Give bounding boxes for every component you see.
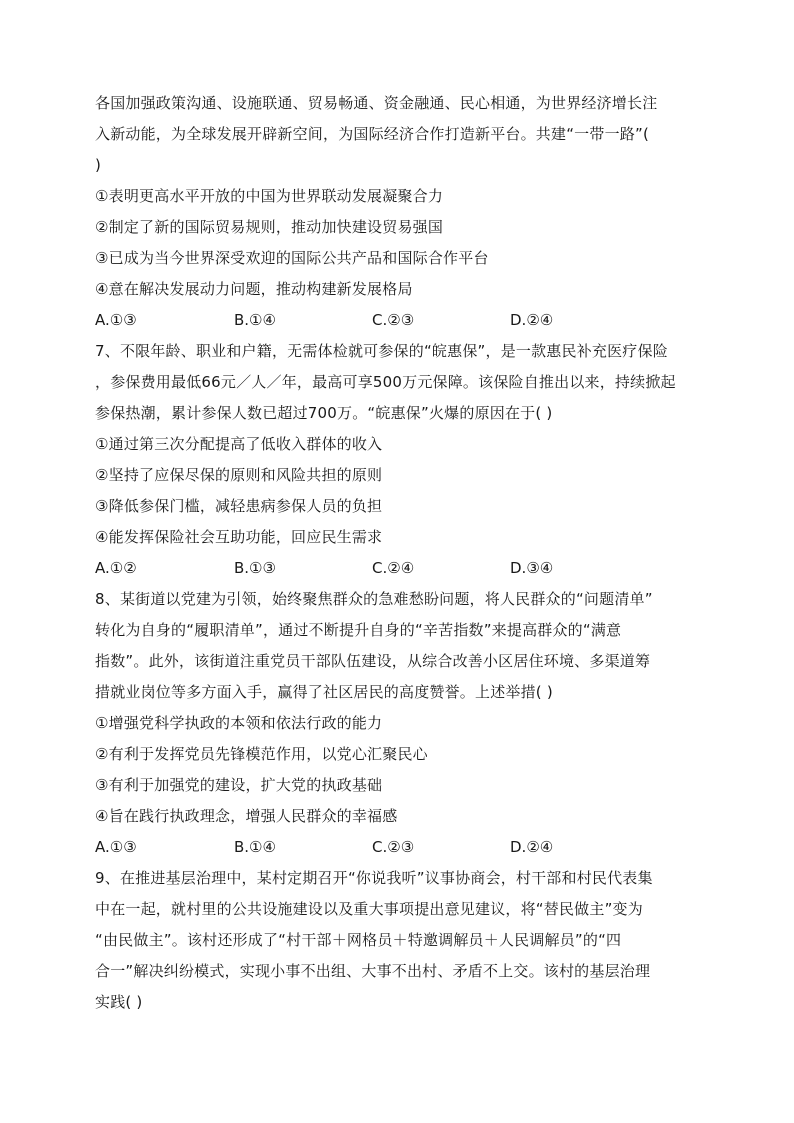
question-page: [95, 88, 705, 1018]
question-block-9: [95, 863, 705, 1018]
statement-4: ④旨在践行执政理念，增强人民群众的幸福感: [95, 807, 398, 825]
option-a[interactable]: A.①③: [95, 311, 137, 329]
option-a[interactable]: A.①③: [95, 838, 137, 856]
stem-line: ): [95, 156, 102, 174]
options-row: [95, 553, 705, 584]
question-block-7: [95, 336, 705, 584]
stem-line: 中在一起，就村里的公共设施建设以及重大事项提出意见建议，将“替民做主”变为: [95, 900, 643, 918]
option-c[interactable]: C.②④: [372, 559, 415, 577]
statement-1: ①通过第三次分配提高了低收入群体的收入: [95, 435, 383, 453]
stem-line: 指数”。此外，该街道注重党员干部队伍建设，从综合改善小区居住环境、多渠道筹: [95, 652, 651, 670]
stem-line: 实践( ): [95, 993, 143, 1011]
stem-line: ，参保费用最低66元／人／年，最高可享500万元保障。该保险自推出以来，持续掀起: [95, 373, 676, 391]
options-row: [95, 832, 705, 863]
option-d[interactable]: D.②④: [510, 838, 554, 856]
stem-line: 入新动能，为全球发展开辟新空间，为国际经济合作打造新平台。共建“一带一路”(: [95, 125, 649, 143]
stem-line: 转化为自身的“履职清单”，通过不断提升自身的“辛苦指数”来提高群众的“满意: [95, 621, 622, 639]
stem-line: 8、某街道以党建为引领，始终聚焦群众的急难愁盼问题，将人民群众的“问题清单”: [95, 590, 653, 608]
option-c[interactable]: C.②③: [372, 311, 415, 329]
statement-1: ①增强党科学执政的本领和依法行政的能力: [95, 714, 383, 732]
statement-2: ②坚持了应保尽保的原则和风险共担的原则: [95, 466, 383, 484]
options-row: [95, 305, 705, 336]
question-block-1: [95, 88, 705, 336]
statement-2: ②有利于发挥党员先锋模范作用，以党心汇聚民心: [95, 745, 428, 763]
stem-line: 合一”解决纠纷模式，实现小事不出组、大事不出村、矛盾不上交。该村的基层治理: [95, 962, 651, 980]
option-d[interactable]: D.③④: [510, 559, 554, 577]
stem-line: 9、在推进基层治理中，某村定期召开“你说我听”议事协商会，村干部和村民代表集: [95, 869, 653, 887]
option-b[interactable]: B.①④: [234, 311, 276, 329]
stem-line: 各国加强政策沟通、设施联通、贸易畅通、资金融通、民心相通，为世界经济增长注: [95, 94, 658, 112]
option-a[interactable]: A.①②: [95, 559, 137, 577]
statement-4: ④能发挥保险社会互助功能，回应民生需求: [95, 528, 383, 546]
option-b[interactable]: B.①④: [234, 838, 276, 856]
stem-line: 7、不限年龄、职业和户籍，无需体检就可参保的“皖惠保”，是一款惠民补充医疗保险: [95, 342, 668, 360]
statement-1: ①表明更高水平开放的中国为世界联动发展凝聚合力: [95, 187, 444, 205]
statement-3: ③有利于加强党的建设，扩大党的执政基础: [95, 776, 383, 794]
option-b[interactable]: B.①③: [234, 559, 276, 577]
stem-line: 措就业岗位等多方面入手，赢得了社区居民的高度赞誉。上述举措( ): [95, 683, 553, 701]
stem-line: “由民做主”。该村还形成了“村干部＋网格员＋特邀调解员＋人民调解员”的“四: [95, 931, 622, 949]
statement-4: ④意在解决发展动力问题，推动构建新发展格局: [95, 280, 413, 298]
stem-line: 参保热潮，累计参保人数已超过700万。“皖惠保”火爆的原因在于( ): [95, 404, 553, 422]
option-d[interactable]: D.②④: [510, 311, 554, 329]
statement-3: ③降低参保门槛，减轻患病参保人员的负担: [95, 497, 383, 515]
question-block-8: [95, 584, 705, 863]
statement-3: ③已成为当今世界深受欢迎的国际公共产品和国际合作平台: [95, 249, 489, 267]
option-c[interactable]: C.②③: [372, 838, 415, 856]
statement-2: ②制定了新的国际贸易规则，推动加快建设贸易强国: [95, 218, 444, 236]
